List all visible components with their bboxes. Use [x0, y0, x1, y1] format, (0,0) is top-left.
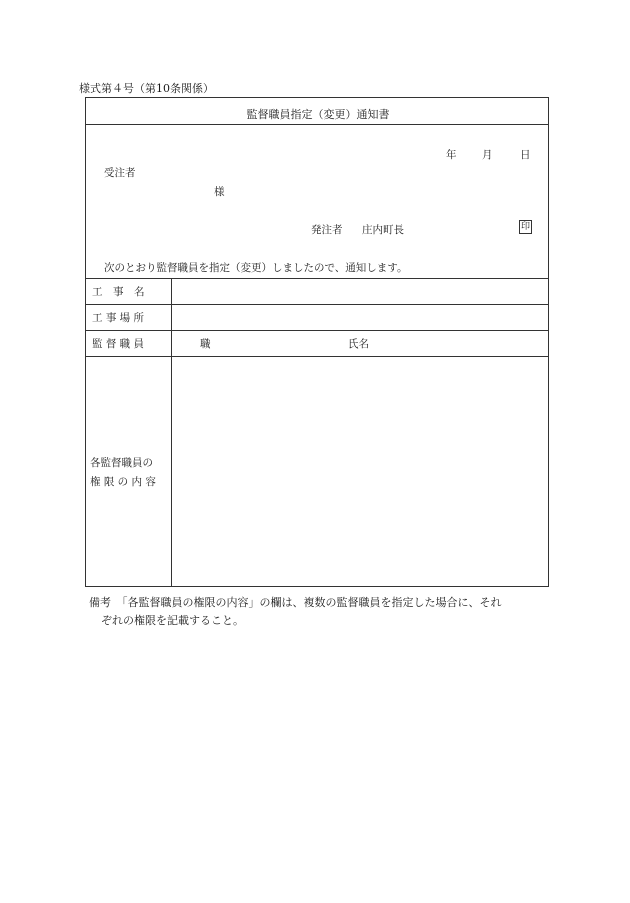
project-location-label: 工 事 場 所 [92, 312, 145, 324]
divider-title [86, 124, 548, 125]
divider-row2 [86, 330, 548, 331]
position-header: 職 [200, 338, 211, 350]
notice-form [85, 97, 549, 587]
divider-row1 [86, 304, 548, 305]
seal-mark: 印 [520, 222, 530, 232]
date-day-label: 日 [520, 149, 531, 161]
divider-header [86, 278, 548, 279]
name-header: 氏名 [348, 338, 369, 350]
authority-label-line2: 権 限 の 内 容 [90, 476, 156, 488]
issuer-name: 庄内町長 [362, 224, 404, 236]
divider-row3 [86, 356, 548, 357]
form-title: 監督職員指定（変更）通知書 [246, 108, 390, 121]
recipient-honorific: 様 [214, 186, 225, 198]
authority-label-line1: 各監督職員の [90, 457, 153, 469]
supervisor-label: 監 督 職 員 [92, 338, 145, 350]
issuer-label: 発注者 [311, 224, 343, 236]
date-year-label: 年 [446, 149, 457, 161]
notice-text: 次のとおり監督職員を指定（変更）しましたので、通知します。 [104, 262, 408, 274]
label-column-divider [171, 278, 172, 586]
form-number: 様式第４号（第10条関係） [79, 82, 214, 95]
project-name-label: 工 事 名 [92, 286, 145, 298]
date-month-label: 月 [482, 149, 493, 161]
recipient-label: 受注者 [104, 167, 136, 179]
remarks-line2: ぞれの権限を記載すること。 [101, 614, 244, 627]
remarks-line1: 備考 「各監督職員の権限の内容」の欄は、複数の監督職員を指定した場合に、それ [89, 596, 502, 609]
